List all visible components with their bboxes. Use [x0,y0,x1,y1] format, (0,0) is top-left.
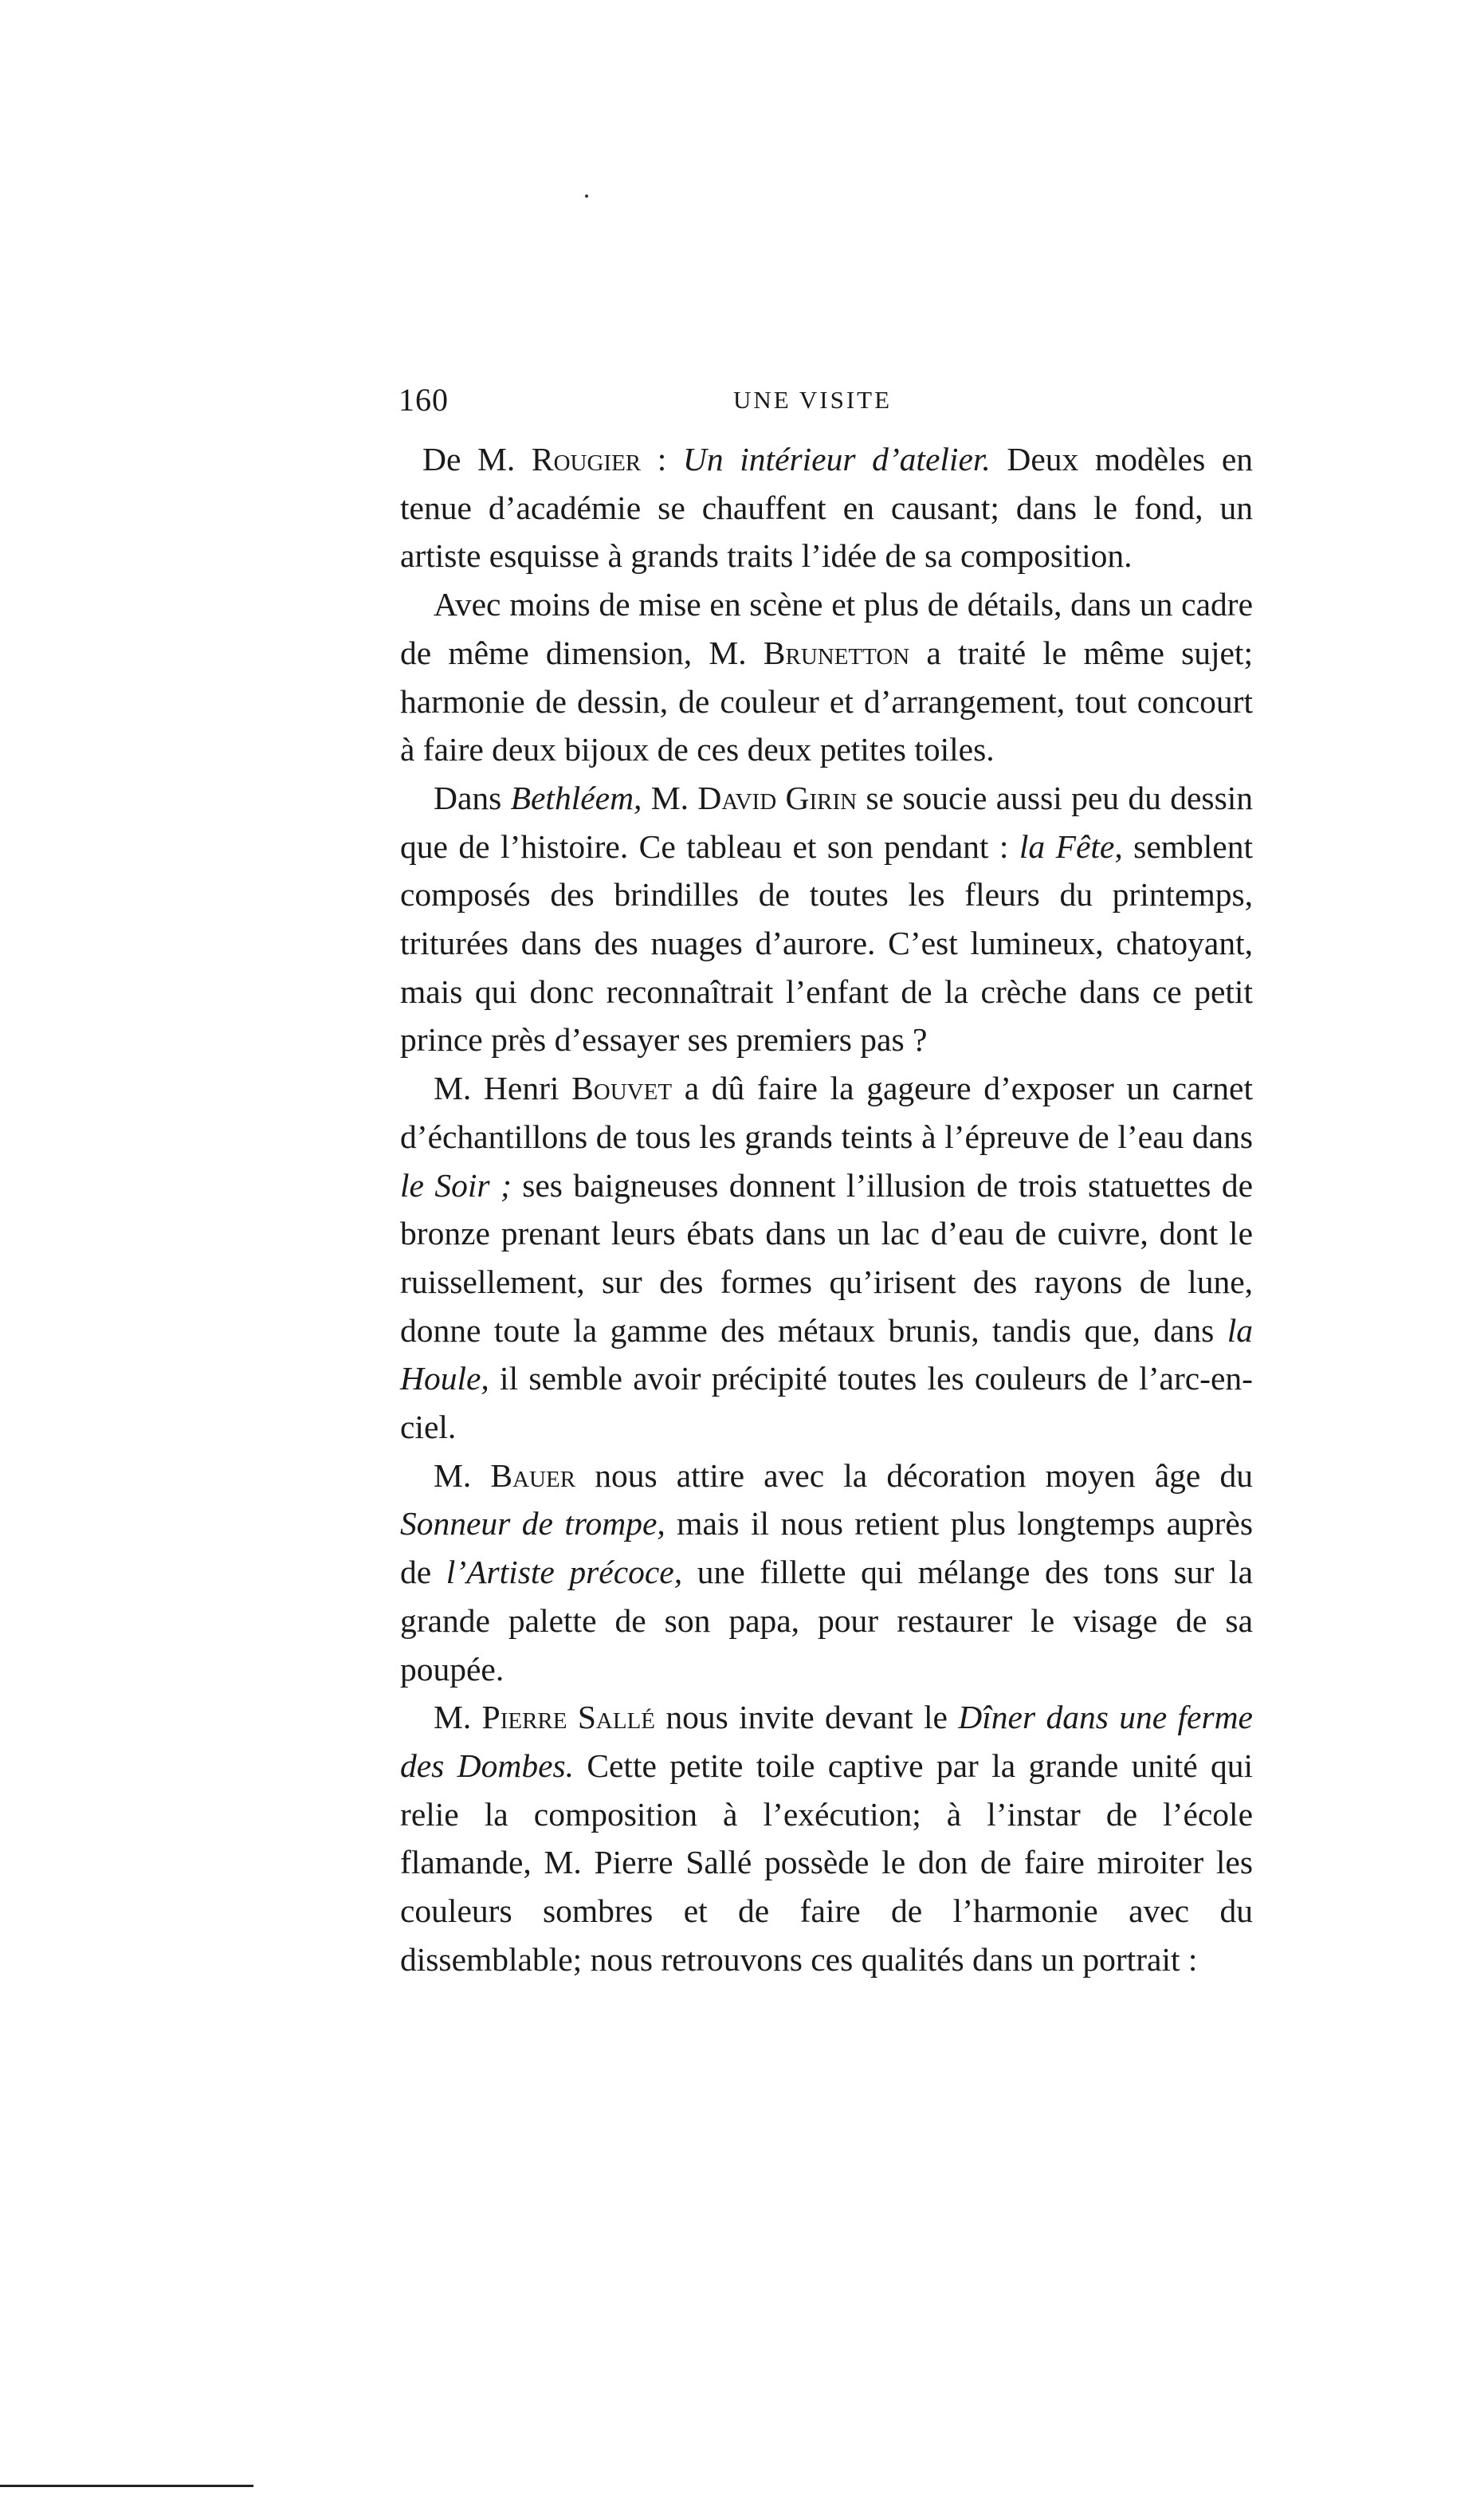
paragraph [400,580,1253,774]
artwork-title: Un intérieur d’atelier. [682,441,991,477]
paragraph [400,1452,1253,1694]
text-run: Cette petite toile captive par la grande unité qui relie la composition à l’exécution; à l’instar de l’école flamande, M. Pierre Sallé possède le don de faire miroiter les couleurs sombres et de faire de l’harmonie avec du dissemblable; nous retrouvons ces qualités dans un portrait : [400,1747,1253,1978]
artwork-title: Dîner dans une ferme des Dombes. [400,1699,1253,1784]
artwork-title: Sonneur de trompe, [400,1505,665,1542]
paragraph [400,435,1253,580]
text-run: il semble avoir précipité toutes les couleurs de l’arc-en-ciel. [400,1360,1253,1446]
text-run: nous attire avec la décoration moyen âge du [575,1456,1253,1494]
text-run: ses baigneuses donnent l’illusion de trois statuettes de bronze prenant leurs ébats dans un lac d’eau de cuivre, dont le ruissellement, sur des formes qu’irisent des rayons de lune, donne toute la gamme des métaux brunis, tandis que, dans [400,1166,1253,1349]
text-run: M. [642,779,698,816]
artwork-title: la Fête, [1019,827,1123,865]
text-run: une fillette qui mélange des tons sur la grande palette de son papa, pour restaurer le visage de sa poupée. [400,1554,1253,1688]
artwork-title: le Soir ; [400,1166,512,1204]
text-run: Dans [434,779,511,816]
footer-rule [0,2485,253,2487]
body-text [400,435,1253,1984]
proper-name: Bauer [490,1456,576,1494]
proper-name: Rougier [531,441,642,477]
artwork-title: l’Artiste précoce, [446,1554,683,1591]
paragraph [400,1693,1253,1983]
text-run: : [641,441,683,477]
text-run: M. [434,1699,482,1736]
page-header [398,381,1275,429]
text-run: De M. [422,441,532,477]
text-run: Avec moins de mise en scène et plus de détails, dans un cadre de même dimension, M. [400,586,1253,671]
text-run: M. Henri [434,1070,572,1107]
ink-speck [585,195,588,198]
text-run: nous invite devant le [655,1699,959,1736]
text-run: mais il nous retient plus longtemps auprès de [400,1505,1253,1591]
text-run: semblent composés des brindilles de toutes les fleurs du printemps, triturées dans des nuages d’aurore. C’est lumineux, chatoyant, mais qui donc reconnaîtrait l’enfant de la crèche dans ce petit prince près d’essayer ses premiers pas ? [400,827,1253,1059]
paragraph [400,1064,1253,1452]
text-run: M. [434,1456,491,1494]
artwork-title: la Houle, [400,1311,1253,1397]
proper-name: Brunetton [763,634,910,671]
paragraph [400,774,1253,1064]
running-head: UNE VISITE [733,386,893,414]
text-run: a traité le même sujet; harmonie de dessin, de couleur et d’arrangement, tout concourt à faire deux bijoux de ces deux petites toiles. [400,634,1253,768]
proper-name: Bouvet [571,1070,673,1107]
page-number: 160 [398,382,449,418]
proper-name: Pierre Sallé [481,1699,656,1736]
text-run: a dû faire la gageure d’exposer un carnet d’échantillons de tous les grands teints à l’épreuve de l’eau dans [400,1070,1254,1155]
text-run: Deux modèles en tenue d’académie se chauffent en causant; dans le fond, un artiste esquisse à grands traits l’idée de sa composition. [400,441,1254,575]
text-run: se soucie aussi peu du dessin que de l’histoire. Ce tableau et son pendant : [400,779,1253,865]
proper-name: David Girin [697,779,858,816]
artwork-title: Bethléem, [510,779,642,816]
